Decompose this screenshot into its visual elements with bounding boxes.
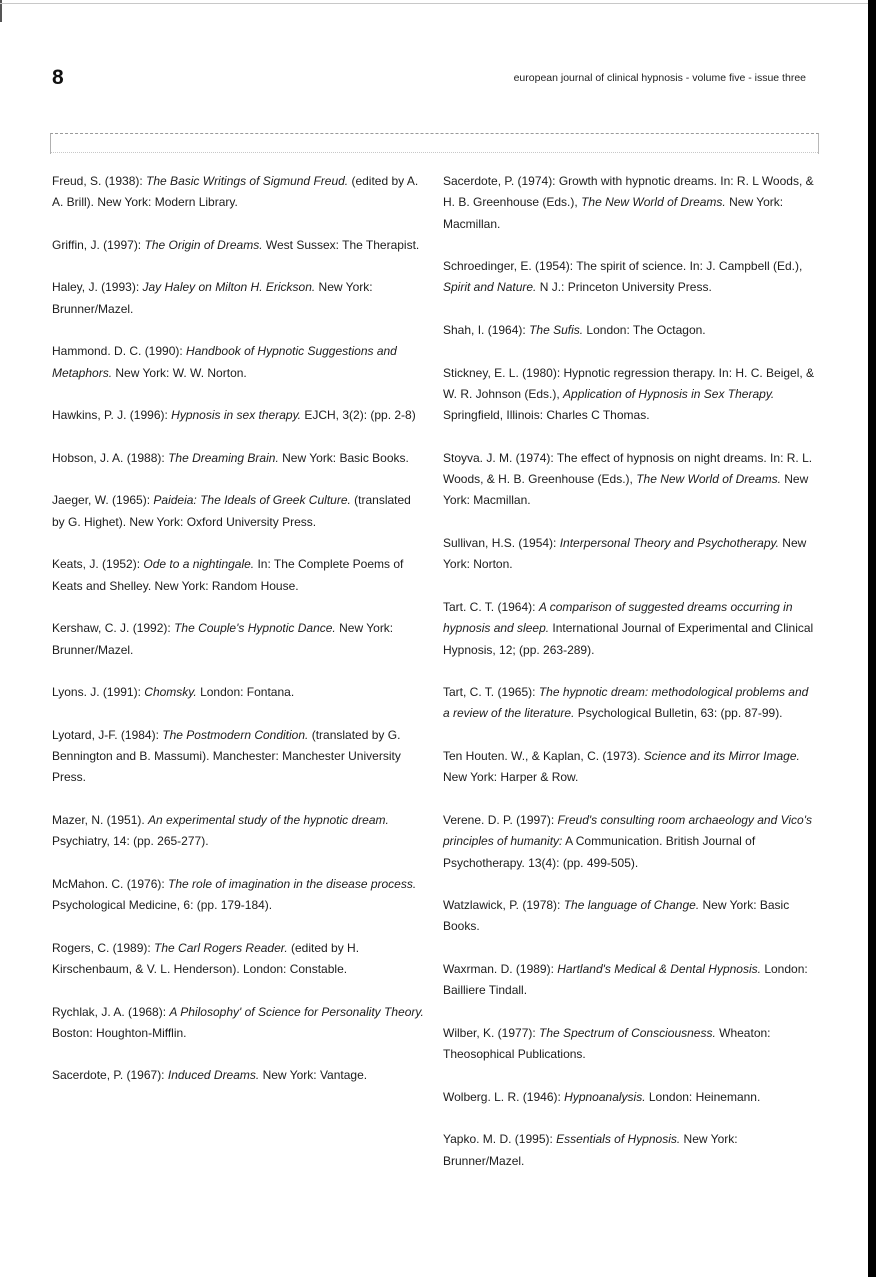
reference-entry: Hobson, J. A. (1988): The Dreaming Brain. New York: Basic Books. bbox=[52, 450, 409, 465]
reference-entry: Kershaw, C. J. (1992): The Couple's Hypnotic Dance. New York: Brunner/Mazel. bbox=[52, 621, 394, 657]
scan-top-edge bbox=[0, 3, 868, 4]
reference-entry: Hammond. D. C. (1990): Handbook of Hypnotic Suggestions and Metaphors. New York: W. W. Norton. bbox=[52, 344, 397, 380]
reference-entry: Mazer, N. (1951). An experimental study of the hypnotic dream. Psychiatry, 14: (pp. 265-277). bbox=[52, 812, 389, 849]
page-number: 8 bbox=[52, 66, 64, 89]
reference-entry: Stoyva. J. M. (1974): The effect of hypnosis on night dreams. In: R. L. Woods, & H. B. Greenhouse (Eds.), The New World of Dreams. New York: Macmillan. bbox=[443, 450, 813, 508]
reference-entry: Watzlawick, P. (1978): The language of Change. New York: Basic Books. bbox=[443, 898, 790, 934]
reference-entry: Griffin, J. (1997): The Origin of Dreams. West Sussex: The Therapist. bbox=[52, 237, 420, 252]
references-column-right bbox=[443, 171, 818, 1193]
reference-entry: Ten Houten. W., & Kaplan, C. (1973). Science and its Mirror Image. New York: Harper & Row. bbox=[443, 749, 800, 785]
scan-dark-edge bbox=[868, 0, 876, 1277]
reference-entry: Wilber, K. (1977): The Spectrum of Consciousness. Wheaton: Theosophical Publications. bbox=[443, 1025, 771, 1062]
reference-entry: Keats, J. (1952): Ode to a nightingale. In: The Complete Poems of Keats and Shelley. New York: Random House. bbox=[52, 557, 404, 593]
reference-entry: Rogers, C. (1989): The Carl Rogers Reader. (edited by H. Kirschenbaum, & V. L. Henderson). London: Constable. bbox=[52, 940, 360, 976]
reference-entry: Tart. C. T. (1964): A comparison of suggested dreams occurring in hypnosis and sleep. International Journal of Experimental and Clinical Hypnosis, 12; (pp. 263-289). bbox=[443, 599, 814, 657]
reference-entry: Jaeger, W. (1965): Paideia: The Ideals of Greek Culture. (translated by G. Highet). New York: Oxford University Press. bbox=[52, 493, 411, 529]
reference-entry: Lyotard, J-F. (1984): The Postmodern Condition. (translated by G. Bennington and B. Massumi). Manchester: Manchester University Press. bbox=[52, 727, 401, 785]
reference-entry: Yapko. M. D. (1995): Essentials of Hypnosis. New York: Brunner/Mazel. bbox=[443, 1132, 738, 1168]
reference-entry: Haley, J. (1993): Jay Haley on Milton H. Erickson. New York: Brunner/Mazel. bbox=[52, 280, 373, 316]
reference-entry: Hawkins, P. J. (1996): Hypnosis in sex therapy. EJCH, 3(2): (pp. 2-8) bbox=[52, 408, 416, 423]
header-rule-box bbox=[50, 133, 819, 154]
reference-entry: Sacerdote, P. (1974): Growth with hypnotic dreams. In: R. L Woods, & H. B. Greenhouse (Eds.), The New World of Dreams. New York: Macmillan. bbox=[443, 174, 814, 231]
running-head: european journal of clinical hypnosis - volume five - issue three bbox=[513, 72, 806, 84]
reference-entry: Shah, I. (1964): The Sufis. London: The Octagon. bbox=[443, 323, 706, 338]
reference-entry: Sullivan, H.S. (1954): Interpersonal Theory and Psychotherapy. New York: Norton. bbox=[443, 536, 807, 572]
reference-entry: Stickney, E. L. (1980): Hypnotic regression therapy. In: H. C. Beigel, & W. R. Johnson (Eds.), Application of Hypnosis in Sex Therapy. Springfield, Illinois: Charles C Thomas. bbox=[443, 365, 815, 423]
reference-entry: Lyons. J. (1991): Chomsky. London: Fontana. bbox=[52, 685, 295, 700]
reference-entry: Verene. D. P. (1997): Freud's consulting room archaeology and Vico's principles of humanity: A Communication. British Journal of Psychotherapy. 13(4): (pp. 499-505). bbox=[443, 812, 813, 870]
reference-entry: Schroedinger, E. (1954): The spirit of science. In: J. Campbell (Ed.), Spirit and Nature. N J.: Princeton University Press. bbox=[443, 259, 803, 295]
reference-entry: McMahon. C. (1976): The role of imagination in the disease process. Psychological Medicine, 6: (pp. 179-184). bbox=[52, 876, 417, 913]
references-column-left bbox=[52, 171, 424, 1108]
reference-entry: Rychlak, J. A. (1968): A Philosophy' of Science for Personality Theory. Boston: Houghton-Mifflin. bbox=[52, 1004, 424, 1040]
reference-entry: Wolberg. L. R. (1946): Hypnoanalysis. London: Heinemann. bbox=[443, 1089, 761, 1104]
reference-entry: Sacerdote, P. (1967): Induced Dreams. New York: Vantage. bbox=[52, 1068, 368, 1083]
reference-entry: Tart, C. T. (1965): The hypnotic dream: methodological problems and a review of the literature. Psychological Bulletin, 63: (pp. 87-99). bbox=[443, 685, 809, 721]
reference-entry: Freud, S. (1938): The Basic Writings of Sigmund Freud. (edited by A. A. Brill). New York: Modern Library. bbox=[52, 174, 419, 210]
reference-entry: Waxrman. D. (1989): Hartland's Medical & Dental Hypnosis. London: Bailliere Tindall. bbox=[443, 961, 808, 998]
